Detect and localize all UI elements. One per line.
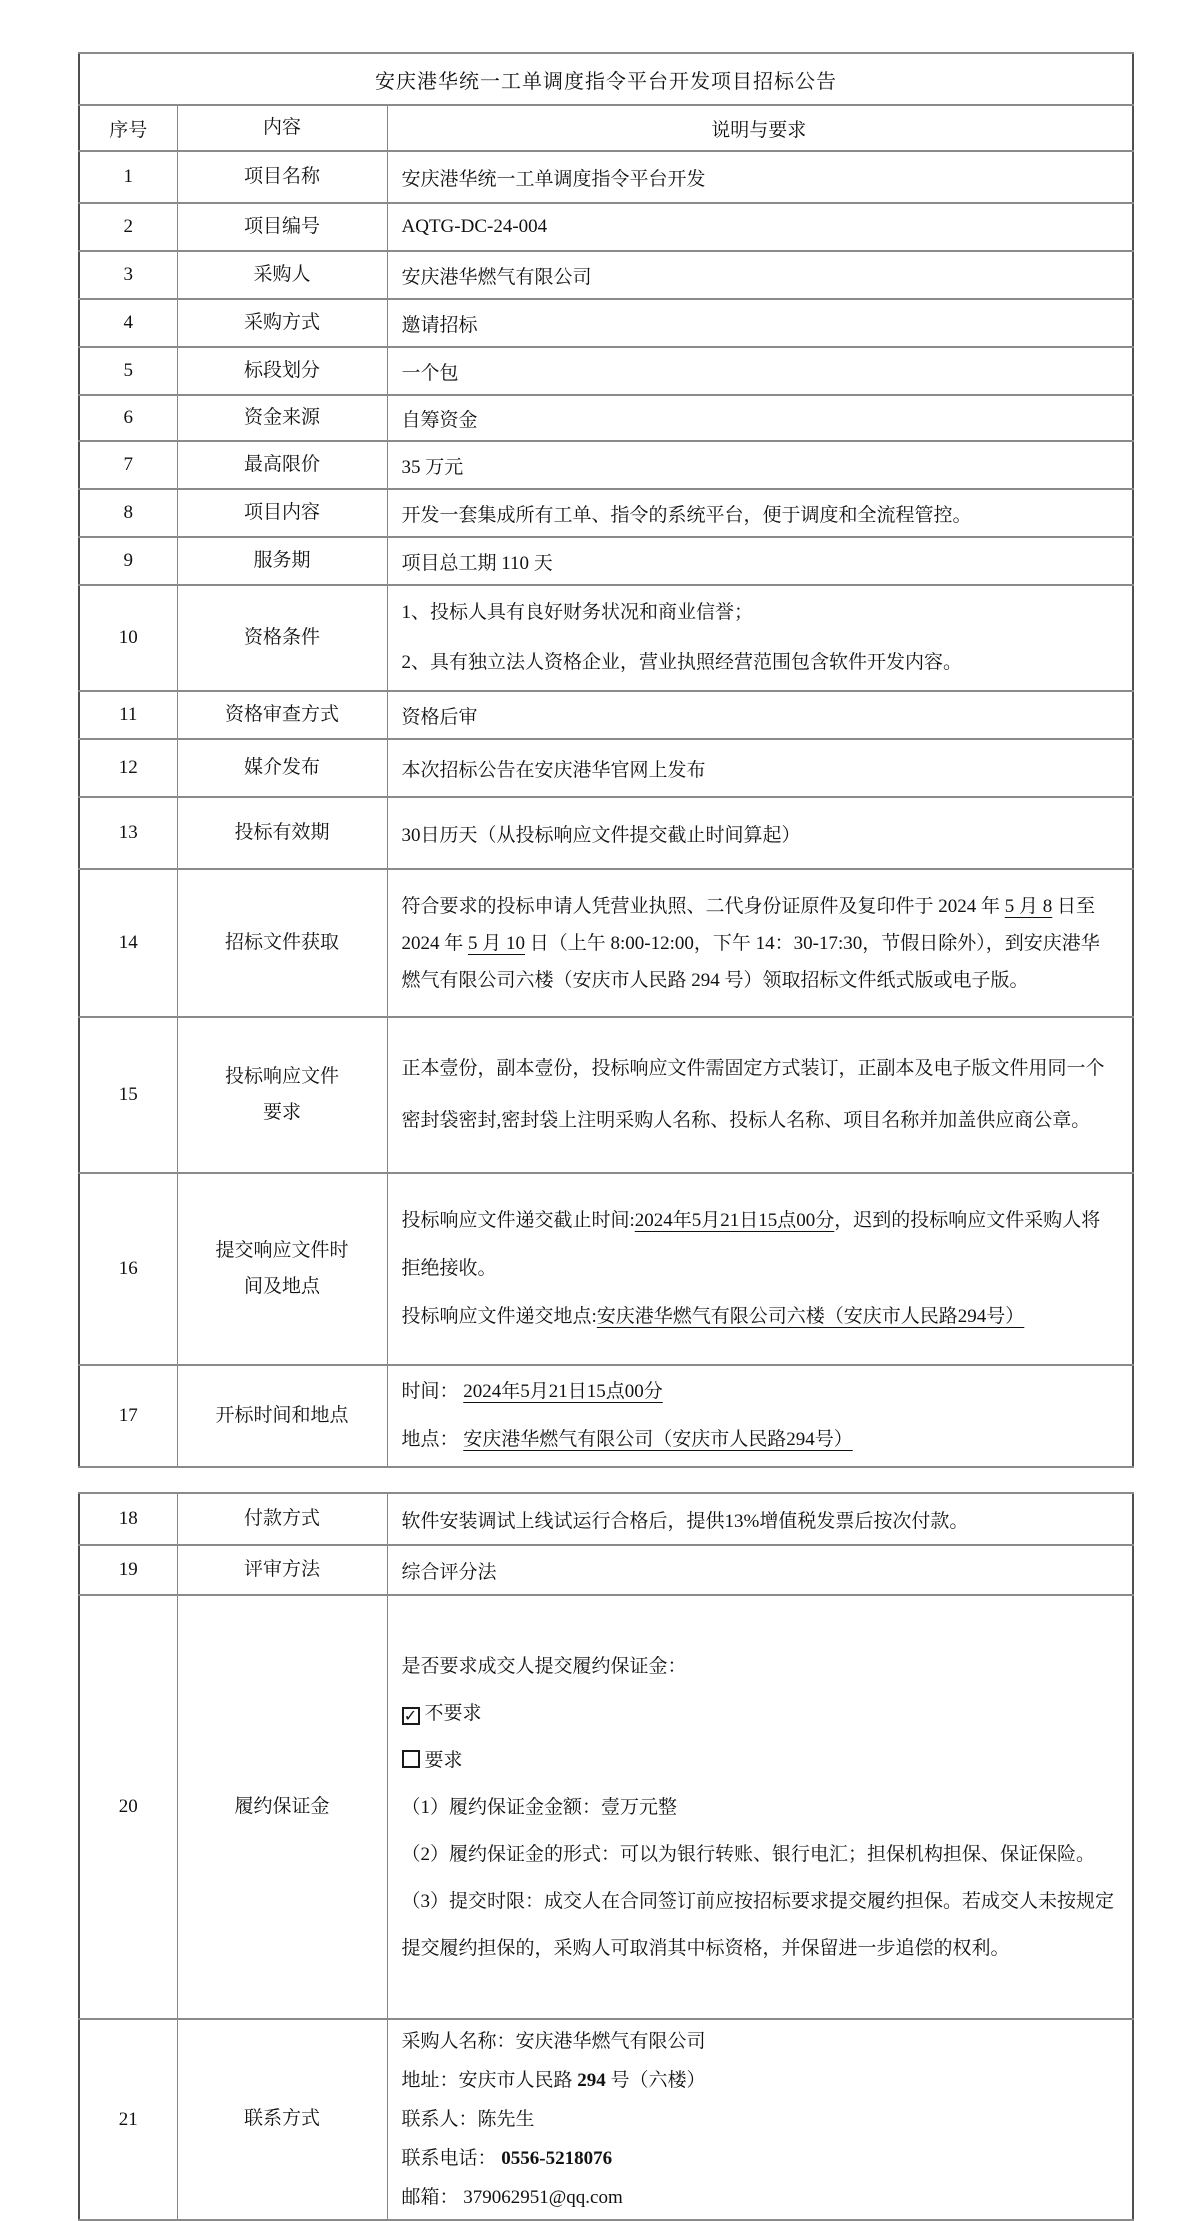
row-no: 20 bbox=[79, 1595, 177, 2019]
address-text: 地址：安庆市人民路 bbox=[401, 2070, 578, 2091]
purchaser-address bbox=[402, 2061, 1117, 2100]
phone-number: 0556-5218076 bbox=[501, 2148, 613, 2169]
row-label-line: 间及地点 bbox=[243, 1276, 320, 1297]
table-row bbox=[79, 151, 1133, 203]
row-desc: 正本壹份，副本壹份，投标响应文件需固定方式装订，正副本及电子版文件用同一个密封袋密封,密封袋上注明采购人名称、投标人名称、项目名称并加盖供应商公章。 bbox=[387, 1017, 1133, 1173]
row-no: 10 bbox=[79, 585, 177, 691]
opening-time-value: 2024年5月21日15点00分 bbox=[463, 1381, 663, 1402]
row-label-line: 投标响应文件 bbox=[224, 1065, 339, 1087]
table-row bbox=[79, 489, 1133, 537]
submission-place-value: 安庆港华燃气有限公司六楼（安庆市人民路294号） bbox=[596, 1306, 1025, 1327]
row-desc: 开发一套集成所有工单、指令的系统平台，便于调度和全流程管控。 bbox=[387, 489, 1133, 537]
table-row bbox=[79, 347, 1133, 395]
contact-email-line bbox=[402, 2178, 1117, 2217]
row-desc: 软件安装调试上线试运行合格后，提供13%增值税发票后按次付款。 bbox=[387, 1493, 1133, 1545]
table-row bbox=[79, 739, 1133, 797]
phone-label: 联系电话： bbox=[401, 2148, 502, 2169]
row-label: 媒介发布 bbox=[177, 739, 387, 797]
address-text: 号（六楼） bbox=[605, 2070, 706, 2091]
table-row bbox=[79, 441, 1133, 489]
bond-option-not-required bbox=[402, 1690, 1117, 1737]
submission-deadline-line bbox=[402, 1197, 1117, 1293]
row-no: 3 bbox=[79, 251, 177, 299]
col-header-no: 序号 bbox=[79, 105, 177, 151]
doc-pickup-date-end: 5 月 10 bbox=[468, 932, 526, 954]
table-row bbox=[79, 1493, 1133, 1545]
bond-option-not-required-label: 不要求 bbox=[424, 1702, 482, 1724]
row-label: 联系方式 bbox=[177, 2019, 387, 2220]
table-row bbox=[79, 299, 1133, 347]
row-desc: 综合评分法 bbox=[387, 1545, 1133, 1595]
doc-pickup-text: 日至 2024 年 bbox=[401, 895, 1096, 954]
row-desc: 本次招标公告在安庆港华官网上发布 bbox=[387, 739, 1133, 797]
table-row bbox=[79, 1365, 1133, 1467]
opening-place-value: 安庆港华燃气有限公司（安庆市人民路294号） bbox=[463, 1429, 853, 1450]
submission-deadline-note: ，迟到的投标响应文件采购人将拒绝接收。 bbox=[401, 1210, 1101, 1279]
row-label-line: 提交响应文件时 bbox=[215, 1239, 349, 1261]
tender-table-continued bbox=[78, 1492, 1134, 2221]
row-desc: 安庆港华统一工单调度指令平台开发 bbox=[387, 151, 1133, 203]
row-label: 采购方式 bbox=[177, 299, 387, 347]
header-row bbox=[79, 105, 1133, 151]
address-number: 294 bbox=[577, 2070, 606, 2091]
table-row bbox=[79, 1017, 1133, 1173]
row-no: 9 bbox=[79, 537, 177, 585]
contact-person: 联系人：陈先生 bbox=[401, 2109, 535, 2130]
doc-pickup-text: 符合要求的投标申请人凭营业执照、二代身份证原件及复印件于 2024 年 bbox=[401, 895, 1005, 917]
row-desc: 邀请招标 bbox=[387, 299, 1133, 347]
col-header-content: 内容 bbox=[177, 105, 387, 151]
row-no: 21 bbox=[79, 2019, 177, 2220]
row-no: 16 bbox=[79, 1173, 177, 1365]
row-label: 履约保证金 bbox=[177, 1595, 387, 2019]
bond-form: （2）履约保证金的形式：可以为银行转账、银行电汇；担保机构担保、保证保险。 bbox=[401, 1843, 1096, 1865]
opening-place-line bbox=[402, 1416, 1117, 1464]
row-no: 19 bbox=[79, 1545, 177, 1595]
row-label: 资金来源 bbox=[177, 395, 387, 441]
row-label: 资格审查方式 bbox=[177, 691, 387, 739]
row-label: 付款方式 bbox=[177, 1493, 387, 1545]
row-no: 4 bbox=[79, 299, 177, 347]
row-desc: 30日历天（从投标响应文件提交截止时间算起） bbox=[387, 797, 1133, 869]
row-label bbox=[177, 1017, 387, 1173]
row-desc: 资格后审 bbox=[387, 691, 1133, 739]
row-desc: 自筹资金 bbox=[387, 395, 1133, 441]
checked-checkbox-icon bbox=[402, 1707, 420, 1725]
table-row bbox=[79, 537, 1133, 585]
row-no: 2 bbox=[79, 203, 177, 251]
submission-deadline-label: 投标响应文件递交截止时间: bbox=[401, 1210, 635, 1231]
opening-time-label: 时间： bbox=[401, 1381, 464, 1402]
opening-place-label: 地点： bbox=[401, 1429, 464, 1450]
title-row bbox=[79, 53, 1133, 105]
row-desc: 安庆港华燃气有限公司 bbox=[387, 251, 1133, 299]
row-label: 资格条件 bbox=[177, 585, 387, 691]
qualification-item-1: 1、投标人具有良好财务状况和商业信誉； bbox=[401, 602, 754, 623]
bond-option-required bbox=[402, 1737, 1117, 1784]
row-label: 开标时间和地点 bbox=[177, 1365, 387, 1467]
table-row bbox=[79, 2019, 1133, 2220]
doc-pickup-date-start: 5 月 8 bbox=[1004, 895, 1053, 917]
table-row bbox=[79, 1545, 1133, 1595]
row-no: 1 bbox=[79, 151, 177, 203]
table-row bbox=[79, 585, 1133, 691]
row-label: 评审方法 bbox=[177, 1545, 387, 1595]
check-mark: ✓ bbox=[403, 1705, 418, 1725]
table-row bbox=[79, 251, 1133, 299]
row-label: 招标文件获取 bbox=[177, 869, 387, 1017]
row-label: 项目内容 bbox=[177, 489, 387, 537]
row-no: 17 bbox=[79, 1365, 177, 1467]
row-desc bbox=[387, 1365, 1133, 1467]
row-no: 5 bbox=[79, 347, 177, 395]
row-desc: 35 万元 bbox=[387, 441, 1133, 489]
row-no: 7 bbox=[79, 441, 177, 489]
bond-amount: （1）履约保证金金额：壹万元整 bbox=[401, 1796, 678, 1818]
row-no: 11 bbox=[79, 691, 177, 739]
row-no: 12 bbox=[79, 739, 177, 797]
col-header-desc: 说明与要求 bbox=[387, 105, 1133, 151]
bond-question: 是否要求成交人提交履约保证金： bbox=[401, 1655, 687, 1677]
table-row bbox=[79, 203, 1133, 251]
row-no: 15 bbox=[79, 1017, 177, 1173]
row-no: 8 bbox=[79, 489, 177, 537]
doc-pickup-text: 日（上午 8:00-12:00，下午 14：30-17:30，节假日除外），到安庆港华燃气有限公司六楼（安庆市人民路 294 号）领取招标文件纸式版或电子版。 bbox=[401, 932, 1100, 991]
table-row bbox=[79, 797, 1133, 869]
row-desc bbox=[387, 869, 1133, 1017]
contact-phone-line bbox=[402, 2139, 1117, 2178]
row-label: 标段划分 bbox=[177, 347, 387, 395]
row-desc bbox=[387, 1173, 1133, 1365]
table-gap bbox=[78, 1468, 1200, 1492]
submission-deadline-value: 2024年5月21日15点00分 bbox=[634, 1210, 835, 1231]
row-label: 服务期 bbox=[177, 537, 387, 585]
purchaser-name: 采购人名称：安庆港华燃气有限公司 bbox=[401, 2031, 706, 2052]
row-no: 13 bbox=[79, 797, 177, 869]
row-no: 14 bbox=[79, 869, 177, 1017]
table-row bbox=[79, 395, 1133, 441]
table-row bbox=[79, 869, 1133, 1017]
unchecked-checkbox-icon bbox=[402, 1750, 420, 1768]
bond-option-required-label: 要求 bbox=[424, 1749, 463, 1771]
row-desc: 项目总工期 110 天 bbox=[387, 537, 1133, 585]
row-label: 投标有效期 bbox=[177, 797, 387, 869]
tender-table-main bbox=[78, 52, 1134, 1468]
row-no: 6 bbox=[79, 395, 177, 441]
table-row bbox=[79, 1595, 1133, 2019]
submission-place-line bbox=[402, 1293, 1117, 1341]
row-label: 项目编号 bbox=[177, 203, 387, 251]
row-no: 18 bbox=[79, 1493, 177, 1545]
row-desc bbox=[387, 2019, 1133, 2220]
table-row bbox=[79, 1173, 1133, 1365]
row-desc bbox=[387, 585, 1133, 691]
document-title: 安庆港华统一工单调度指令平台开发项目招标公告 bbox=[79, 53, 1133, 105]
email-address: 379062951@qq.com bbox=[463, 2187, 623, 2208]
bond-deadline: （3）提交时限：成交人在合同签订前应按招标要求提交履约担保。若成交人未按规定提交履约担保的，采购人可取消其中标资格，并保留进一步追偿的权利。 bbox=[401, 1890, 1115, 1959]
email-label: 邮箱： bbox=[401, 2187, 464, 2208]
submission-place-label: 投标响应文件递交地点: bbox=[401, 1306, 597, 1327]
row-desc bbox=[387, 1595, 1133, 2019]
row-label: 最高限价 bbox=[177, 441, 387, 489]
row-label bbox=[177, 1173, 387, 1365]
table-row bbox=[79, 691, 1133, 739]
row-label: 采购人 bbox=[177, 251, 387, 299]
row-desc: 一个包 bbox=[387, 347, 1133, 395]
row-label-line: 要求 bbox=[262, 1102, 301, 1123]
row-label: 项目名称 bbox=[177, 151, 387, 203]
opening-time-line bbox=[402, 1368, 1117, 1416]
qualification-item-2: 2、具有独立法人资格企业，营业执照经营范围包含软件开发内容。 bbox=[401, 652, 963, 673]
row-desc: AQTG-DC-24-004 bbox=[387, 203, 1133, 251]
